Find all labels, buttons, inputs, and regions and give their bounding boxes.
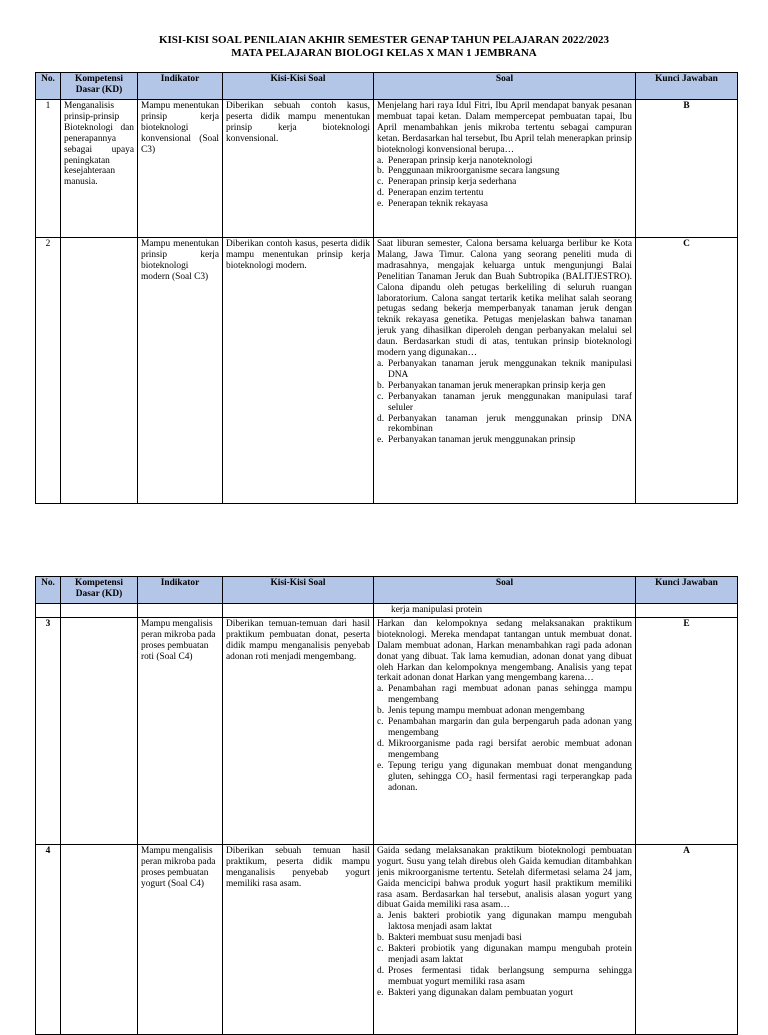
option-label: b. bbox=[377, 706, 385, 717]
kompetensi-dasar-cell bbox=[61, 844, 138, 1034]
option-text: Penerapan enzim tertentu bbox=[388, 188, 484, 199]
answer-option bbox=[377, 188, 632, 199]
option-text: Penerapan prinsip kerja nanoteknologi bbox=[388, 155, 533, 166]
header-kompetensi-dasar bbox=[61, 577, 138, 604]
header-no: No. bbox=[36, 577, 61, 604]
kunci-jawaban-cell: B bbox=[636, 100, 738, 238]
answer-option bbox=[377, 381, 632, 392]
continuation-text: kerja manipulasi protein bbox=[374, 604, 636, 618]
answer-option bbox=[377, 988, 632, 999]
option-label: d. bbox=[377, 413, 385, 424]
option-text: Bakteri yang digunakan dalam pembuatan yogurt bbox=[388, 987, 574, 998]
header-soal: Soal bbox=[374, 73, 636, 100]
option-label: a. bbox=[377, 684, 384, 695]
indikator-cell: Mampu mengalisis peran mikroba pada proses pembuatan roti (Soal C4) bbox=[138, 617, 223, 844]
table-row bbox=[36, 844, 738, 1034]
answer-option bbox=[377, 706, 632, 717]
option-text: Perbanyakan tanaman jeruk menerapkan prinsip kerja gen bbox=[388, 380, 606, 391]
answer-option bbox=[377, 717, 632, 739]
kisi-kisi-cell: Diberikan sebuah temuan hasil praktikum, peserta didik mampu menganalisis penyebab yogurt memiliki rasa asam. bbox=[223, 844, 374, 1034]
option-text: Penerapan prinsip kerja sederhana bbox=[388, 177, 517, 188]
question-text: Menjelang hari raya Idul Fitri, Ibu April mendapat banyak pesanan membuat tapai ketan. Dalam mempercepat pembuatan tapai, Ibu April menambahkan jenis mikroba tertentu sebagai campuran ketan. Berdasarkan hal tersebut, Ibu April telah menerapkan prinsip bioteknologi konvensional berupa… bbox=[377, 101, 632, 155]
kompetensi-dasar-cell: Menganalisis prinsip-prinsip Bioteknologi dan penerapannya sebagai upaya peningkatan kesejahteraan manusia. bbox=[61, 100, 138, 238]
row-number: 1 bbox=[36, 100, 61, 238]
answer-option bbox=[377, 966, 632, 988]
kompetensi-dasar-cell bbox=[61, 238, 138, 504]
soal-cell bbox=[374, 238, 636, 504]
answer-option bbox=[377, 761, 632, 794]
header-kd-line-1: Kompetensi bbox=[75, 578, 123, 588]
option-text: Perbanyakan tanaman jeruk menggunakan prinsip DNA rekombinan bbox=[388, 413, 632, 435]
header-kisi-kisi-soal: Kisi-Kisi Soal bbox=[223, 73, 374, 100]
soal-cell bbox=[374, 617, 636, 844]
soal-cell bbox=[374, 844, 636, 1034]
question-text: Gaida sedang melaksanakan praktikum bioteknologi pembuatan yogurt. Susu yang telah direbus oleh Gaida kemudian ditambahkan jenis mikroorganisme tertentu. Setelah difermetasi selama 24 jam, Gaida mencicipi bahwa produk yogurt hasil praktikum memiliki rasa asam. Berdasarkan hal tersebut, analisis alasan yogurt yang dibuat Gaida memiliki rasa asam… bbox=[377, 845, 632, 911]
option-text: Perbanyakan tanaman jeruk menggunakan teknik manipulasi DNA bbox=[388, 358, 632, 380]
option-label: b. bbox=[377, 933, 385, 944]
option-text: Perbanyakan tanaman jeruk menggunakan prinsip bbox=[388, 435, 576, 446]
header-kunci-jawaban: Kunci Jawaban bbox=[636, 577, 738, 604]
header-indikator: Indikator bbox=[138, 577, 223, 604]
answer-option bbox=[377, 359, 632, 381]
empty-cell bbox=[61, 604, 138, 618]
kisi-kisi-cell: Diberikan temuan-temuan dari hasil praktikum pembuatan donat, peserta didik mampu menganalisis penyebab adonan roti menjadi mengembang. bbox=[223, 617, 374, 844]
option-label: e. bbox=[377, 199, 384, 210]
table-row bbox=[36, 617, 738, 844]
header-kd-line-1: Kompetensi bbox=[75, 74, 123, 84]
answer-option bbox=[377, 177, 632, 188]
option-text: Jenis bakteri probiotik yang digunakan mampu mengubah laktosa menjadi asam laktat bbox=[388, 911, 632, 933]
option-text: Penerapan teknik rekayasa bbox=[388, 199, 488, 210]
kisi-kisi-cell: Diberikan sebuah contoh kasus, peserta didik mampu menentukan prinsip kerja bioteknologi konvensional. bbox=[223, 100, 374, 238]
answer-option bbox=[377, 166, 632, 177]
page-title-line-2: MATA PELAJARAN BIOLOGI KELAS X MAN 1 JEMBRANA bbox=[231, 47, 537, 59]
table-header-row bbox=[36, 577, 738, 604]
option-label: b. bbox=[377, 166, 385, 177]
empty-cell bbox=[223, 604, 374, 618]
indikator-cell: Mampu menentukan prinsip kerja bioteknologi konvensional (Soal C3) bbox=[138, 100, 223, 238]
kunci-jawaban-cell: A bbox=[636, 844, 738, 1034]
option-label: b. bbox=[377, 380, 385, 391]
option-label: c. bbox=[377, 944, 384, 955]
page-title-line-1: KISI-KISI SOAL PENILAIAN AKHIR SEMESTER GENAP TAHUN PELAJARAN 2022/2023 bbox=[158, 34, 610, 46]
option-text: Jenis tepung mampu membuat adonan mengembang bbox=[388, 706, 585, 717]
answer-option bbox=[377, 392, 632, 414]
empty-cell bbox=[636, 604, 738, 618]
option-text: Tepung terigu yang digunakan membuat donat mengandung gluten, sehingga CO₂ hasil fermentasi ragi terperangkap pada adonan. bbox=[388, 760, 632, 793]
option-label: e. bbox=[377, 987, 384, 998]
answer-option bbox=[377, 911, 632, 933]
header-kisi-kisi-soal: Kisi-Kisi Soal bbox=[223, 577, 374, 604]
option-text: Bakteri probiotik yang digunakan mampu mengubah protein menjadi asam laktat bbox=[388, 944, 632, 965]
option-text: Proses fermentasi tidak berlangsung sempurna sehingga membuat yogurt memiliki rasa asam bbox=[388, 965, 632, 987]
option-label: c. bbox=[377, 717, 384, 728]
header-kunci-jawaban: Kunci Jawaban bbox=[636, 73, 738, 100]
option-text: Bakteri membuat susu menjadi basi bbox=[388, 933, 522, 944]
option-label: e. bbox=[377, 760, 384, 771]
header-kd-line-2: Dasar (KD) bbox=[75, 85, 123, 95]
option-label: a. bbox=[377, 155, 384, 166]
row-number: 2 bbox=[36, 238, 61, 504]
empty-cell bbox=[138, 604, 223, 618]
header-no: No. bbox=[36, 73, 61, 100]
kompetensi-dasar-cell bbox=[61, 617, 138, 844]
header-kompetensi-dasar bbox=[61, 73, 138, 100]
answer-option bbox=[377, 156, 632, 167]
option-text: Perbanyakan tanaman jeruk menggunakan manipulasi taraf seluler bbox=[388, 391, 632, 413]
option-text: Penambahan ragi membuat adonan panas sehingga mampu mengembang bbox=[388, 684, 632, 706]
option-label: d. bbox=[377, 738, 385, 749]
option-label: d. bbox=[377, 188, 385, 199]
kunci-jawaban-cell: C bbox=[636, 238, 738, 504]
option-label: d. bbox=[377, 965, 385, 976]
option-text: Mikroorganisme pada ragi bersifat aerobic membuat adonan mengembang bbox=[388, 738, 632, 760]
table-header-row bbox=[36, 73, 738, 100]
option-label: a. bbox=[377, 911, 384, 922]
kunci-jawaban-cell: E bbox=[636, 617, 738, 844]
row-number: 4 bbox=[36, 844, 61, 1034]
option-label: c. bbox=[377, 391, 384, 402]
soal-cell bbox=[374, 100, 636, 238]
option-text: Penambahan margarin dan gula berpengaruh pada adonan yang mengembang bbox=[388, 717, 632, 738]
indikator-cell: Mampu menentukan prinsip kerja bioteknologi modern (Soal C3) bbox=[138, 238, 223, 504]
option-label: c. bbox=[377, 177, 384, 188]
table-row bbox=[36, 238, 738, 504]
answer-option bbox=[377, 944, 632, 966]
answer-option bbox=[377, 435, 632, 446]
header-soal: Soal bbox=[374, 577, 636, 604]
option-text: Penggunaan mikroorganisme secara langsung bbox=[388, 166, 560, 177]
kisi-kisi-table-1 bbox=[35, 72, 738, 504]
answer-option bbox=[377, 739, 632, 761]
indikator-cell: Mampu mengalisis peran mikroba pada proses pembuatan yogurt (Soal C4) bbox=[138, 844, 223, 1034]
row-number: 3 bbox=[36, 617, 61, 844]
answer-option bbox=[377, 933, 632, 944]
answer-option bbox=[377, 684, 632, 706]
table-row bbox=[36, 100, 738, 238]
header-indikator: Indikator bbox=[138, 73, 223, 100]
option-label: e. bbox=[377, 435, 384, 446]
kisi-kisi-cell: Diberikan contoh kasus, peserta didik mampu menentukan prinsip kerja bioteknologi modern. bbox=[223, 238, 374, 504]
question-text: Saat liburan semester, Calona bersama keluarga berlibur ke Kota Malang, Jawa Timur. Calona yang seorang peneliti muda di madrasahnya, mengajak keluarga untuk mengunjungi Balai Penelitian Tanaman Jeruk dan Buah Subtropika (BALITJESTRO). Calona dipandu oleh petugas berkeliling di seluruh ruangan laboratorium. Calona sangat tertarik ketika melihat salah seorang petugas sedang bekerja memperbanyak tanaman jeruk dengan teknik rekayasa genetika. Petugas menjelaskan bahwa tanaman jeruk yang dihasilkan diperoleh dengan perbanyakan melalui sel daun. Berdasarkan studi di atas, tentukan prinsip bioteknologi modern yang digunakan… bbox=[377, 239, 632, 359]
empty-cell bbox=[36, 604, 61, 618]
answer-option bbox=[377, 414, 632, 436]
option-label: a. bbox=[377, 358, 384, 369]
continuation-row bbox=[36, 604, 738, 618]
header-kd-line-2: Dasar (KD) bbox=[75, 589, 123, 599]
kisi-kisi-table-2 bbox=[35, 576, 738, 1035]
answer-option bbox=[377, 199, 632, 210]
question-text: Harkan dan kelompoknya sedang melaksanakan praktikum bioteknologi. Mereka mendapat tantangan untuk membuat donat. Dalam membuat adonan, Harkan menambahkan ragi pada adonan donat yang dibuat. Tak lama kemudian, adonan donat yang dibuat oleh Harkan dan kelompoknya mengembang. Analisis yang tepat terkait adonan donat Harkan yang mengembang karena… bbox=[377, 618, 632, 684]
